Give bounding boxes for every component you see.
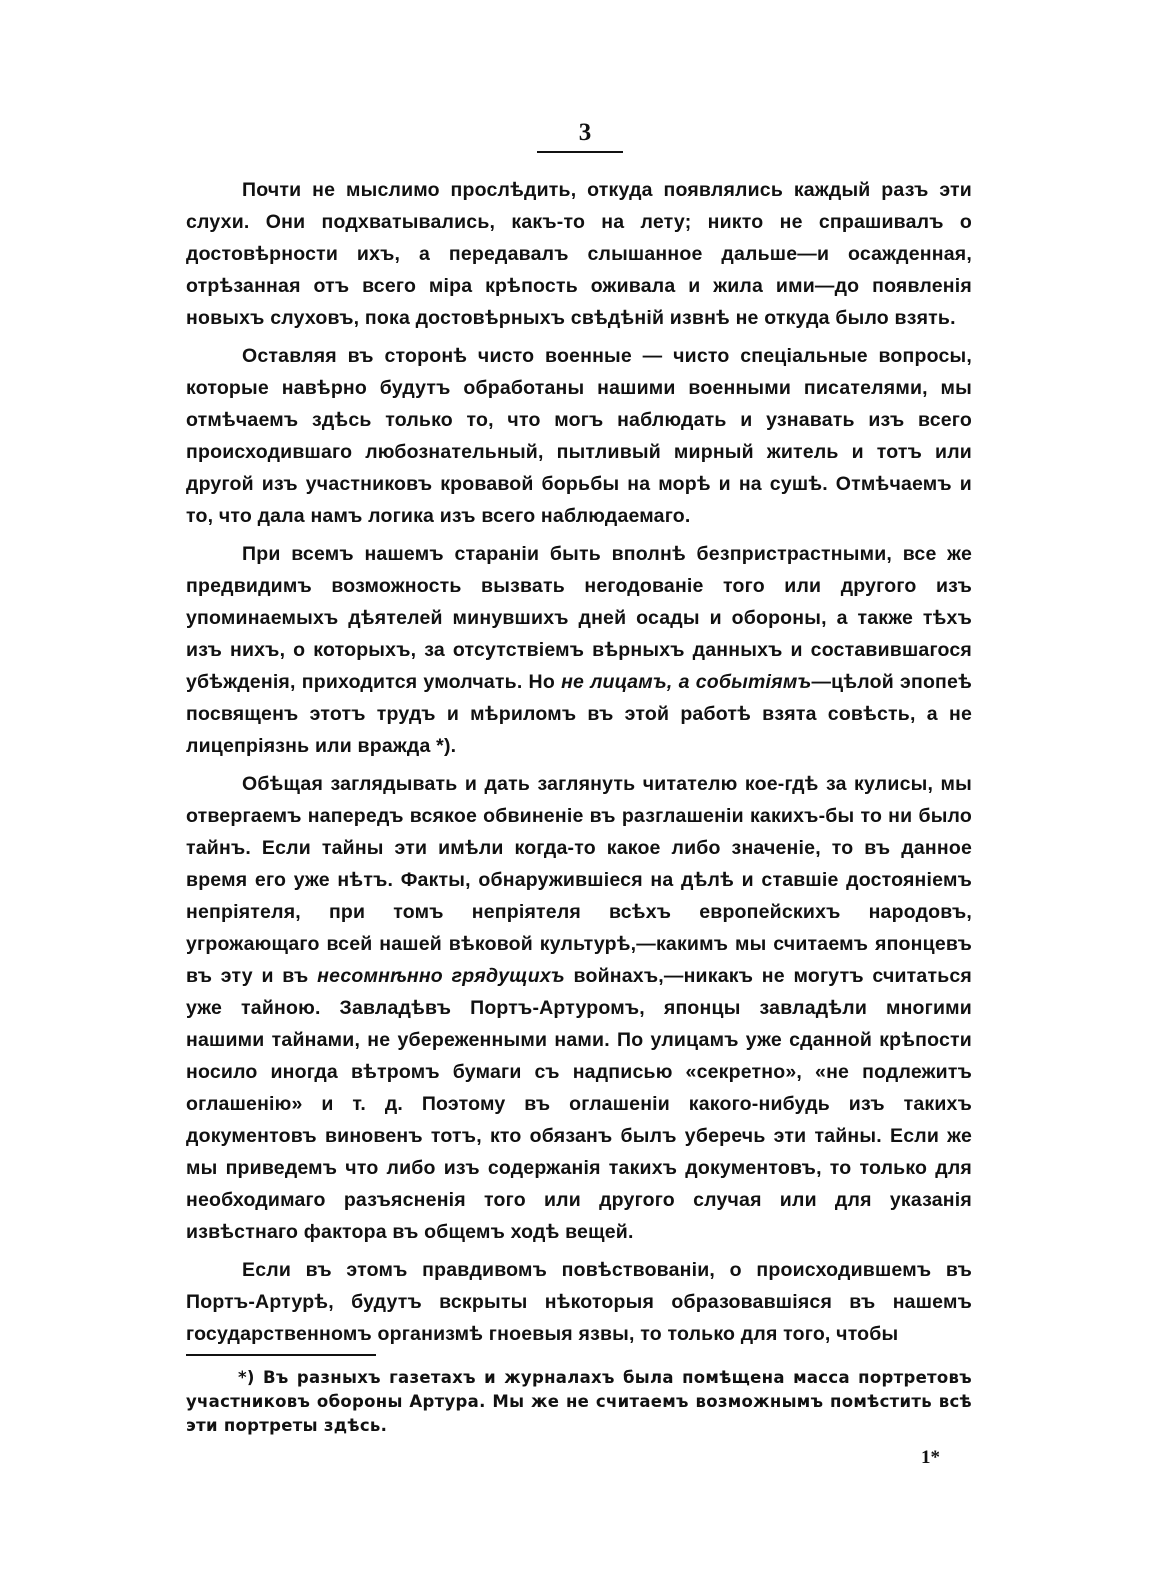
paragraph-4	[186, 768, 972, 1248]
paragraph-3-text-before: При всемъ нашемъ стараніи быть вполнѣ безпристрастными, все же предвидимъ возможность вызвать негодованіе того или другого изъ упоминаемыхъ дѣятелей минувшихъ дней осады и обороны, а также тѣхъ изъ нихъ, о которыхъ, за отсутствіемъ вѣрныхъ данныхъ и составившагося убѣжденія, приходится умолчать. Но	[186, 543, 972, 693]
paragraph-4-italic: несомнѣнно грядущихъ	[317, 965, 565, 987]
paragraph-3	[186, 538, 972, 762]
footnote-separator	[186, 1354, 376, 1356]
paragraph-2: Оставляя въ сторонѣ чисто военные — чисто спеціальные вопросы, которые навѣрно будутъ обработаны нашими военными писателями, мы отмѣчаемъ здѣсь только то, что могъ наблюдать и узнавать изъ всего происходившаго любознательный, пытливый мирный житель и тотъ или другой изъ участниковъ кровавой борьбы на морѣ и на сушѣ. Отмѣчаемъ и то, что дала намъ логика изъ всего наблюдаемаго.	[186, 345, 972, 527]
body-text	[186, 174, 972, 1350]
footnote: *) Въ разныхъ газетахъ и журналахъ была помѣщена масса портретовъ участниковъ обороны Артура. Мы же не считаемъ возможнымъ помѣстить всѣ эти портреты здѣсь.	[186, 1368, 972, 1435]
paragraph-4-text-before: Обѣщая заглядывать и дать заглянуть читателю кое-гдѣ за кулисы, мы отвергаемъ напередъ всякое обвиненіе въ разглашеніи какихъ-бы то ни было тайнъ. Если тайны эти имѣли когда-то какое либо значеніе, то въ данное время его уже нѣтъ. Факты, обнаружившіеся на дѣлѣ и ставшіе достояніемъ непріятеля, при томъ непріятеля всѣхъ европейскихъ народовъ, угрожающаго всей нашей вѣковой культурѣ,—какимъ мы считаемъ японцевъ въ эту и въ	[186, 773, 972, 987]
paragraph-3-italic: не лицамъ, а событіямъ	[561, 671, 812, 693]
paragraph-3-text-after: —цѣлой эпопеѣ посвященъ этотъ трудъ и мѣриломъ въ этой работѣ взята совѣсть, а не лицепріязнь или вражда *).	[186, 671, 972, 757]
paragraph-4-text-after: войнахъ,—никакъ не могутъ считаться уже тайною. Завладѣвъ Портъ-Артуромъ, японцы завладѣли многими нашими тайнами, не убереженными нами. По улицамъ уже сданной крѣпости носило иногда вѣтромъ бумаги съ надписью «секретно», «не подлежитъ оглашенію» и т. д. Поэтому въ оглашеніи какого-нибудь изъ такихъ документовъ виновенъ тотъ, кто обязанъ былъ уберечь эти тайны. Если же мы приведемъ что либо изъ содержанія такихъ документовъ, то только для необходимаго разъясненія того или другого случая или для указанія извѣстнаго фактора въ общемъ ходѣ вещей.	[186, 965, 973, 1243]
page-number: 3	[578, 119, 592, 146]
paragraph-1: Почти не мыслимо прослѣдить, откуда появлялись каждый разъ эти слухи. Они подхватывались, какъ-то на лету; никто не спрашивалъ о достовѣрности ихъ, а передавалъ слышанное дальше—и осажденная, отрѣзанная отъ всего міра крѣпость оживала и жила ими—до появленія новыхъ слуховъ, пока достовѣрныхъ свѣдѣній извнѣ не откуда было взять.	[186, 179, 972, 329]
paragraph-5: Если въ этомъ правдивомъ повѣствованіи, о происходившемъ въ Портъ-Артурѣ, будутъ вскрыты нѣкоторыя образовавшіяся въ нашемъ государственномъ организмѣ гноевыя язвы, то только для того, чтобы	[186, 1259, 972, 1345]
signature-mark: 1*	[921, 1447, 940, 1468]
page-number-underline	[537, 151, 623, 153]
